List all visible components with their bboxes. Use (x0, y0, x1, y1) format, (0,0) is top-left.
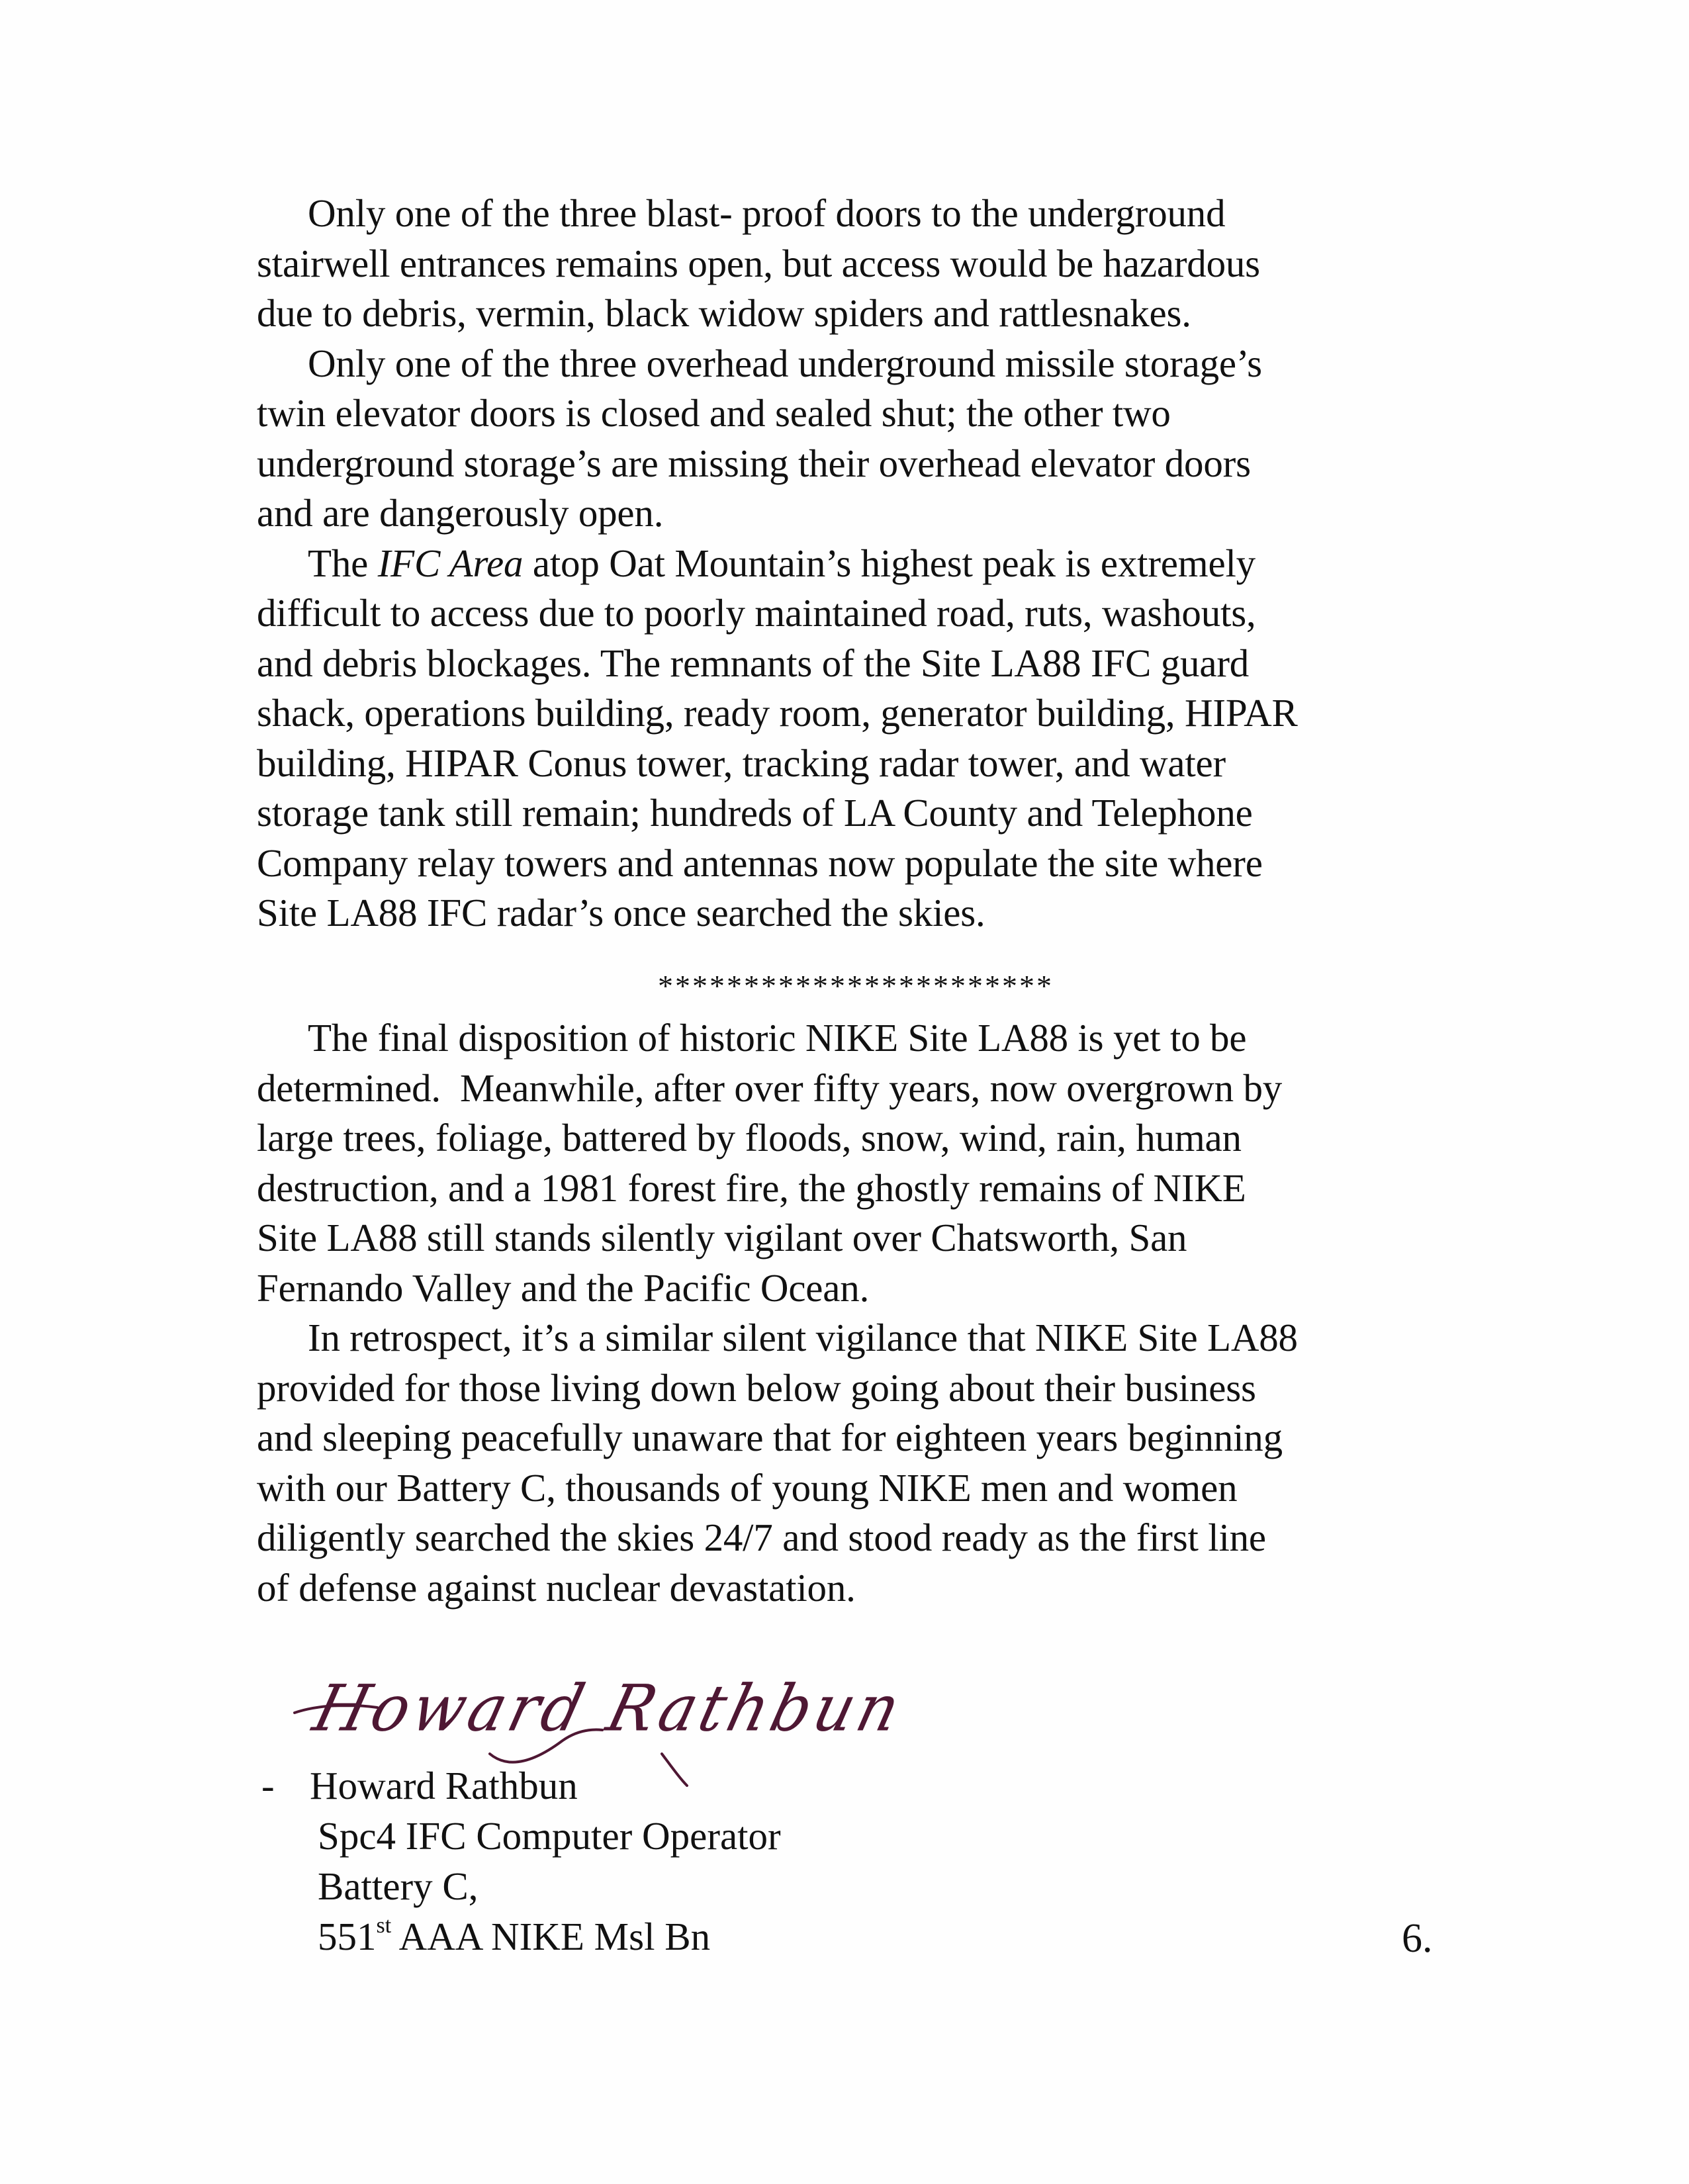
text-line: Company relay towers and antennas now populate the site where (257, 841, 1263, 885)
signer-unit: Battery C, (318, 1864, 479, 1908)
italic-term-ifc-area: IFC Area (377, 541, 524, 585)
text-line: destruction, and a 1981 forest fire, the ghostly remains of NIKE (257, 1165, 1246, 1210)
text-line: and are dangerously open. (257, 491, 664, 535)
signer-name-line (261, 1760, 781, 1811)
text-line: difficult to access due to poorly maintained road, ruts, washouts, (257, 591, 1256, 635)
text-fragment: The (308, 541, 378, 585)
text-line: of defense against nuclear devastation. (257, 1565, 856, 1610)
text-line: Site LA88 IFC radar’s once searched the skies. (257, 891, 985, 934)
signature-dash: - (261, 1764, 275, 1807)
text-line: stairwell entrances remains open, but access would be hazardous (257, 241, 1260, 285)
paragraph-elevator-doors (257, 339, 1435, 539)
text-line: determined. Meanwhile, after over fifty years, now overgrown by (257, 1066, 1283, 1110)
text-line: large trees, foliage, battered by floods, snow, wind, rain, human (257, 1116, 1242, 1160)
battalion-number: 551 (318, 1915, 377, 1958)
page-number: 6. (1402, 1916, 1433, 1961)
battalion-name: AAA NIKE Msl Bn (391, 1915, 711, 1958)
document-body (257, 189, 1435, 1613)
text-line: The final disposition of historic NIKE Site LA88 is yet to be (308, 1016, 1247, 1060)
signature-block (261, 1760, 781, 1962)
text-fragment: atop Oat Mountain’s highest peak is extremely (523, 541, 1255, 585)
text-line: with our Battery C, thousands of young NIKE men and women (257, 1465, 1238, 1510)
text-line: underground storage’s are missing their overhead elevator doors (257, 441, 1251, 485)
text-line: building, HIPAR Conus tower, tracking radar tower, and water (257, 741, 1226, 785)
text-line: shack, operations building, ready room, generator building, HIPAR (257, 691, 1298, 735)
paragraph-blast-doors (257, 189, 1435, 339)
text-line (257, 539, 1435, 589)
battalion-ordinal-suffix: st (376, 1913, 392, 1938)
text-line: and sleeping peacefully unaware that for eighteen years beginning (257, 1416, 1283, 1459)
signer-title: Spc4 IFC Computer Operator (318, 1814, 781, 1858)
text-line: due to debris, vermin, black widow spiders and rattlesnakes. (257, 291, 1191, 335)
paragraph-final-disposition (257, 1013, 1435, 1313)
text-line: provided for those living down below going about their business (257, 1365, 1256, 1410)
paragraph-retrospect (257, 1313, 1435, 1613)
text-line: Only one of the three blast- proof doors to the underground (308, 191, 1226, 235)
text-line: Only one of the three overhead underground missile storage’s (308, 341, 1262, 385)
section-separator: *********************** (658, 968, 1054, 1003)
signer-battalion (261, 1911, 781, 1962)
text-line: Site LA88 still stands silently vigilant over Chatsworth, San (257, 1216, 1187, 1259)
text-line: storage tank still remain; hundreds of LA County and Telephone (257, 791, 1253, 835)
text-line: diligently searched the skies 24/7 and stood ready as the first line (257, 1516, 1266, 1559)
text-line: Fernando Valley and the Pacific Ocean. (257, 1265, 870, 1310)
text-line: and debris blockages. The remnants of the Site LA88 IFC guard (257, 641, 1250, 685)
signer-name: Howard Rathbun (310, 1764, 578, 1807)
text-line: twin elevator doors is closed and sealed shut; the other two (257, 391, 1171, 435)
text-line: In retrospect, it’s a similar silent vigilance that NIKE Site LA88 (308, 1316, 1298, 1359)
signature-text: Howard Rathbun (306, 1671, 911, 1746)
paragraph-ifc-area (257, 539, 1435, 938)
